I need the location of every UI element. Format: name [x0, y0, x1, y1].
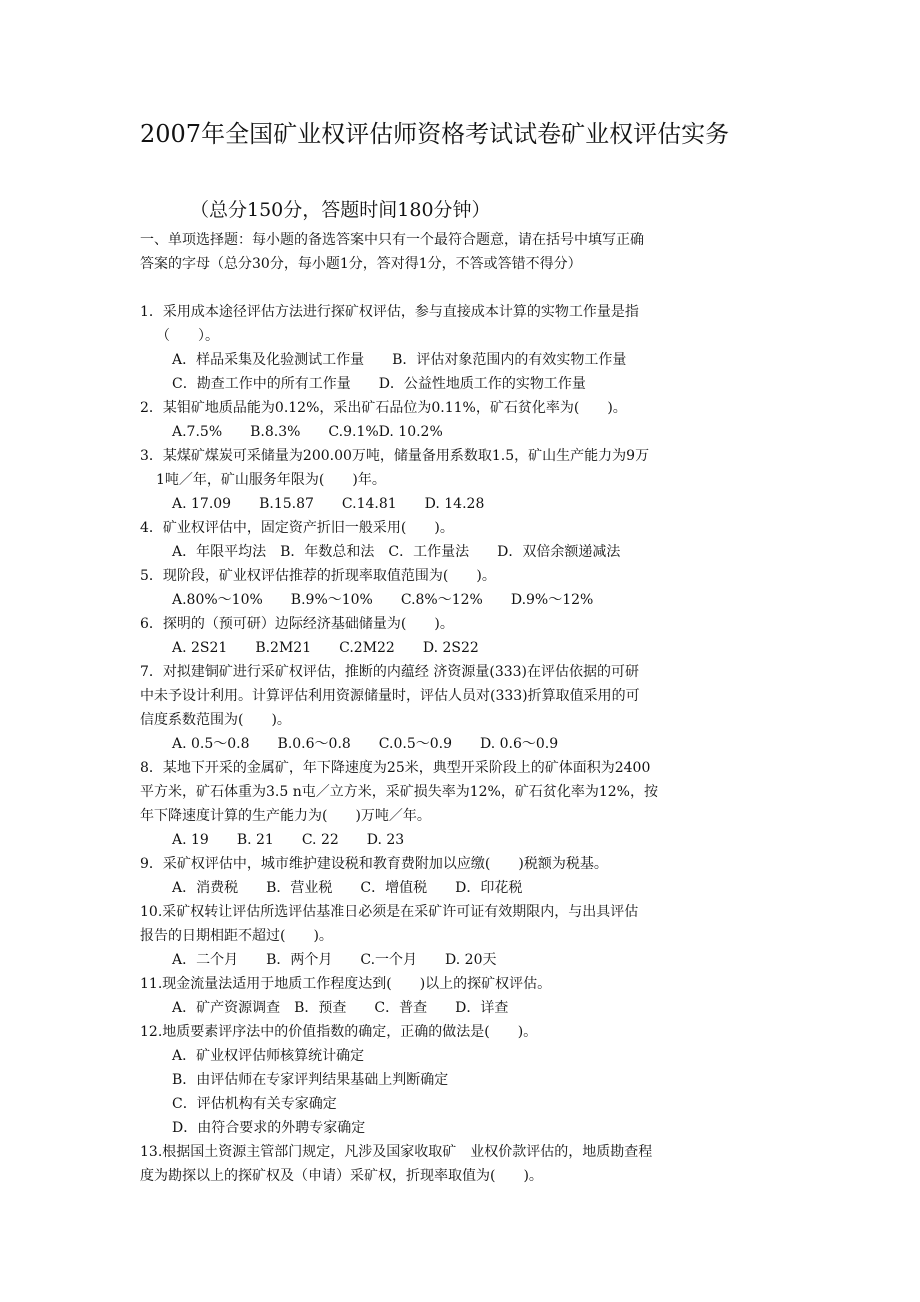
question-3: [140, 444, 740, 516]
question-8: [140, 756, 740, 852]
question-stem: 1吨／年，矿山服务年限为( )年。: [156, 472, 386, 488]
question-stem: 信度系数范围为( )。: [140, 712, 291, 728]
question-stem: （ ）。: [156, 328, 219, 344]
question-option: D．由符合要求的外聘专家确定: [172, 1120, 366, 1136]
question-7: [140, 660, 740, 756]
question-options: A．年限平均法 B．年数总和法 C．工作量法 D．双倍余额递减法: [172, 544, 621, 560]
question-11: [140, 972, 740, 1020]
question-stem: 2．某钼矿地质品能为0.12%，采出矿石品位为0.11%，矿石贫化率为( )。: [140, 400, 627, 416]
question-9: [140, 852, 740, 900]
question-option: C．评估机构有关专家确定: [172, 1096, 337, 1112]
exam-title: 2007年全国矿业权评估师资格考试试卷矿业权评估实务: [140, 120, 730, 148]
question-options: A. 17.09 B.15.87 C.14.81 D. 14.28: [172, 496, 485, 512]
question-stem: 8．某地下开采的金属矿，年下降速度为25米，典型开采阶段上的矿体面积为2400: [140, 760, 651, 776]
exam-body: [140, 228, 740, 1188]
question-options: A．矿产资源调查 B．预查 C．普查 D．详查: [172, 1000, 509, 1016]
question-stem: 12.地质要素评序法中的价值指数的确定，正确的做法是( )。: [140, 1024, 538, 1040]
question-stem: 7．对拟建铜矿进行采矿权评估，推断的内蕴经 济资源量(333)在评估依据的可研: [140, 664, 640, 680]
question-options: A. 0.5～0.8 B.0.6～0.8 C.0.5～0.9 D. 0.6～0.9: [172, 736, 559, 752]
section-instructions-line-1: 一、单项选择题：每小题的备选答案中只有一个最符合题意，请在括号中填写正确: [140, 232, 644, 248]
question-stem: 平方米，矿石体重为3.5 n屯／立方米，采矿损失率为12%，矿石贫化率为12%，按: [140, 784, 658, 800]
question-2: [140, 396, 740, 444]
question-options: C．勘查工作中的所有工作量 D．公益性地质工作的实物工作量: [172, 376, 586, 392]
question-stem: 4．矿业权评估中，固定资产折旧一般采用( )。: [140, 520, 454, 536]
question-stem: 度为勘探以上的探矿权及（申请）采矿权，折现率取值为( )。: [140, 1168, 543, 1184]
question-6: [140, 612, 740, 660]
question-option: A．矿业权评估师核算统计确定: [172, 1048, 365, 1064]
question-stem: 9．采矿权评估中，城市维护建设税和教育费附加以应缴( )税额为税基。: [140, 856, 608, 872]
spacer: [140, 276, 740, 300]
question-stem: 11.现金流量法适用于地质工作程度达到( )以上的探矿权评估。: [140, 976, 552, 992]
question-12: [140, 1020, 740, 1140]
section-instructions-line-2: 答案的字母（总分30分，每小题1分，答对得1分，不答或答错不得分）: [140, 256, 582, 272]
question-stem: 10.采矿权转让评估所选评估基准日必须是在采矿许可证有效期限内，与出具评估: [140, 904, 639, 920]
question-5: [140, 564, 740, 612]
question-stem: 6．探明的（预可研）边际经济基础储量为( )。: [140, 616, 454, 632]
question-10: [140, 900, 740, 972]
question-stem: 1．采用成本途径评估方法进行探矿权评估，参与直接成本计算的实物工作量是指: [140, 304, 639, 320]
question-options: A.7.5% B.8.3% C.9.1%D. 10.2%: [172, 424, 443, 440]
question-stem: 5．现阶段，矿业权评估推荐的折现率取值范围为( )。: [140, 568, 496, 584]
question-options: A.80%～10% B.9%～10% C.8%～12% D.9%～12%: [172, 592, 594, 608]
question-options: A．二个月 B．两个月 C.一个月 D. 20天: [172, 952, 497, 968]
question-options: A．样品采集及化验测试工作量 B．评估对象范围内的有效实物工作量: [172, 352, 627, 368]
question-options: A. 19 B. 21 C. 22 D. 23: [172, 832, 405, 848]
exam-subtitle: （总分150分，答题时间180分钟）: [190, 199, 491, 221]
question-option: B．由评估师在专家评判结果基础上判断确定: [172, 1072, 449, 1088]
question-stem: 年下降速度计算的生产能力为( )万吨／年。: [140, 808, 431, 824]
question-stem: 13.根据国土资源主管部门规定，凡涉及国家收取矿 业权价款评估的，地质勘查程: [140, 1144, 653, 1160]
question-1: [140, 300, 740, 396]
question-4: [140, 516, 740, 564]
question-13: [140, 1140, 740, 1188]
question-stem: 中未予设计利用。计算评估利用资源储量时，评估人员对(333)折算取值采用的可: [140, 688, 640, 704]
question-stem: 3．某煤矿煤炭可采储量为200.00万吨，储量备用系数取1.5，矿山生产能力为9万: [140, 448, 650, 464]
question-options: A．消费税 B．营业税 C．增值税 D．印花税: [172, 880, 523, 896]
question-options: A. 2S21 B.2M21 C.2M22 D. 2S22: [172, 640, 479, 656]
question-stem: 报告的日期相距不超过( )。: [140, 928, 333, 944]
